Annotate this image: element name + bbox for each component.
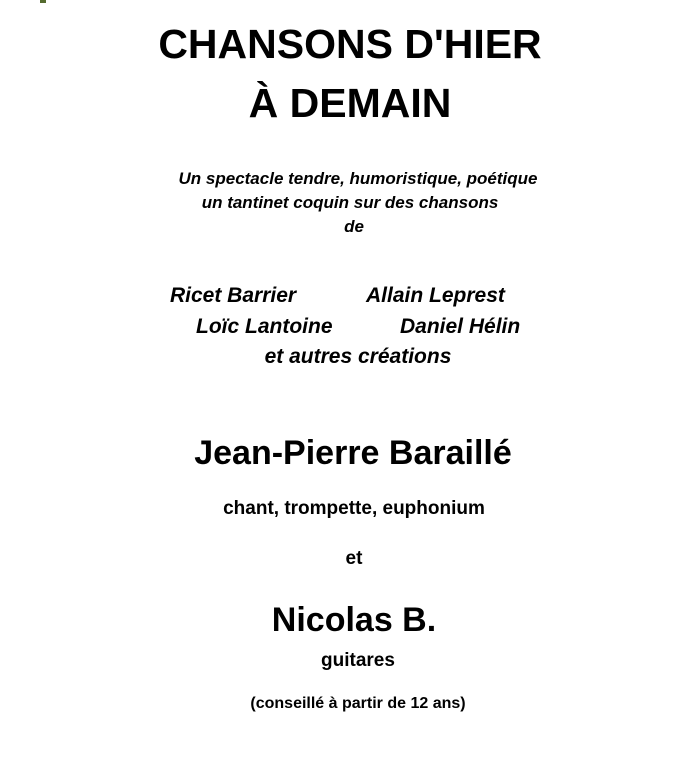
intro-line-2: un tantinet coquin sur des chansons xyxy=(201,193,499,212)
title-line-1: CHANSONS D'HIER xyxy=(158,21,542,67)
intro-line-1: Un spectacle tendre, humoristique, poétique xyxy=(178,169,538,188)
artists-others: et autres créations xyxy=(264,345,452,368)
corner-mark xyxy=(40,0,46,3)
title-line-2: À DEMAIN xyxy=(248,80,452,126)
intro-line-3: de xyxy=(344,217,364,236)
performer-2-roles: guitares xyxy=(321,650,395,671)
artist-daniel-helin: Daniel Hélin xyxy=(400,315,521,338)
performer-2-name: Nicolas B. xyxy=(271,601,437,639)
artist-loic-lantoine: Loïc Lantoine xyxy=(196,315,333,338)
performer-1-name: Jean-Pierre Baraillé xyxy=(194,434,512,472)
connector-et: et xyxy=(345,548,363,569)
artist-ricet-barrier: Ricet Barrier xyxy=(170,284,297,307)
artist-allain-leprest: Allain Leprest xyxy=(366,284,505,307)
performer-1-roles: chant, trompette, euphonium xyxy=(223,498,485,519)
age-recommendation: (conseillé à partir de 12 ans) xyxy=(250,695,466,712)
